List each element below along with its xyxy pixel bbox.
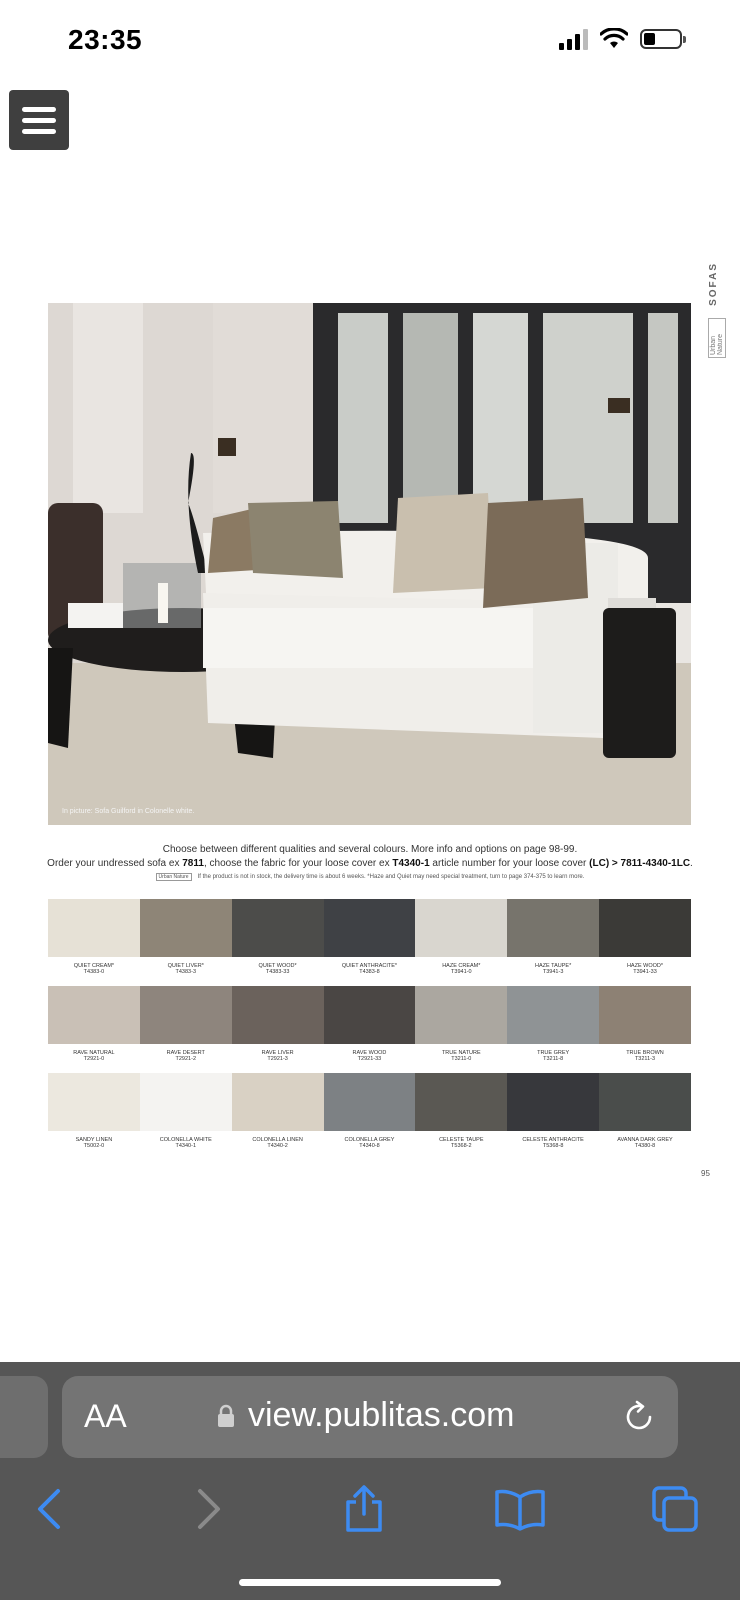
browser-toolbar — [0, 1474, 740, 1544]
swatch-color — [140, 1073, 232, 1131]
delivery-note: If the product is not in stock, the delivery time is about 6 weeks. *Haze and Quiet may need special treatment, turn to page 374-375 to learn more. — [197, 874, 585, 880]
aa-label: AA — [84, 1398, 127, 1434]
swatch-color — [507, 986, 599, 1044]
swatch-name: AVANNA DARK GREY — [617, 1137, 673, 1143]
swatch-name: COLONELLA WHITE — [159, 1137, 212, 1143]
fabric-swatch — [48, 899, 140, 986]
swatch-name: COLONELLA LINEN — [252, 1137, 303, 1143]
swatch-color — [140, 986, 232, 1044]
swatch-color — [232, 1073, 324, 1131]
swatch-name: RAVE NATURAL — [73, 1050, 115, 1056]
swatch-color — [599, 899, 691, 957]
wifi-icon — [600, 28, 628, 50]
swatch-name: QUIET CREAM* — [73, 963, 115, 969]
swatch-color — [324, 986, 416, 1044]
swatch-code: T3941-33 — [633, 969, 657, 975]
swatch-code: T5368-2 — [451, 1143, 472, 1149]
swatch-color — [415, 899, 507, 957]
fabric-swatch — [324, 899, 416, 986]
swatch-color — [415, 1073, 507, 1131]
cover-number: (LC) > 7811-4340-1LC — [589, 858, 691, 869]
swatch-code: T5368-8 — [542, 1143, 564, 1149]
page-number: 95 — [701, 1169, 710, 1178]
swatch-code: T2921-2 — [175, 1056, 197, 1062]
swatch-code: T4340-1 — [175, 1143, 197, 1149]
fabric-swatch — [140, 1073, 232, 1160]
address-bar[interactable] — [62, 1376, 678, 1458]
swatch-name: HAZE WOOD* — [626, 963, 664, 969]
swatch-name: TRUE BROWN — [626, 1050, 664, 1056]
swatch-color — [324, 1073, 416, 1131]
fabric-swatch — [507, 986, 599, 1073]
swatch-color — [415, 986, 507, 1044]
swatch-color — [48, 899, 140, 957]
swatch-code: T4383-3 — [175, 969, 197, 975]
swatch-color — [232, 899, 324, 957]
swatch-name: SANDY LINEN — [75, 1137, 113, 1143]
share-icon[interactable] — [337, 1482, 391, 1536]
reload-icon[interactable] — [620, 1398, 658, 1436]
swatch-row — [48, 986, 691, 1073]
sofa-photo — [48, 303, 691, 825]
swatch-color — [140, 899, 232, 957]
fabric-swatch — [507, 1073, 599, 1160]
swatch-color — [324, 899, 416, 957]
hamburger-icon[interactable] — [9, 90, 69, 150]
fabric-swatch — [324, 1073, 416, 1160]
swatch-name: HAZE TAUPE* — [535, 963, 572, 969]
swatch-color — [507, 1073, 599, 1131]
fabric-swatch — [599, 986, 691, 1073]
swatch-code: T4383-0 — [83, 969, 105, 975]
home-indicator — [239, 1579, 501, 1586]
swatch-name: QUIET ANTHRACITE* — [341, 963, 398, 969]
fabric-number: T4340-1 — [392, 858, 430, 869]
brand-mini-logo: Urban Nature — [156, 873, 192, 881]
fabric-swatch — [140, 899, 232, 986]
swatch-color — [599, 1073, 691, 1131]
swatch-code: T3941-3 — [542, 969, 564, 975]
battery-icon — [640, 29, 682, 49]
fabric-swatch — [415, 1073, 507, 1160]
fabric-swatch — [507, 899, 599, 986]
swatch-name: HAZE CREAM* — [442, 963, 481, 969]
swatch-name: TRUE GREY — [537, 1050, 570, 1056]
swatch-code: T2921-0 — [83, 1056, 105, 1062]
fabric-swatch — [599, 899, 691, 986]
swatch-row — [48, 899, 691, 986]
swatch-color — [507, 899, 599, 957]
fabric-swatch — [415, 899, 507, 986]
swatch-code: T4383-8 — [359, 969, 380, 975]
description-line-1: Choose between different qualities and several colours. More info and options on page 98-99. — [162, 844, 578, 855]
forward-arrow-icon[interactable] — [182, 1482, 236, 1536]
swatch-code: T2921-3 — [267, 1056, 288, 1062]
swatch-name: CELESTE ANTHRACITE — [522, 1137, 584, 1143]
fabric-swatch — [415, 986, 507, 1073]
swatch-row — [48, 1073, 691, 1160]
fabric-swatch — [232, 899, 324, 986]
swatch-code: T2921-33 — [357, 1056, 382, 1062]
swatch-name: QUIET WOOD* — [258, 963, 297, 969]
swatch-code: T3211-8 — [543, 1056, 564, 1062]
fabric-swatch — [232, 1073, 324, 1160]
swatch-name: QUIET LIVER* — [167, 963, 204, 969]
swatch-code: T3211-3 — [634, 1056, 656, 1062]
swatch-code: T3211-0 — [451, 1056, 472, 1062]
swatch-color — [232, 986, 324, 1044]
description-line-2 — [30, 858, 710, 869]
swatch-name: RAVE WOOD — [352, 1050, 387, 1056]
swatch-code: T4340-8 — [359, 1143, 380, 1149]
lock-icon — [217, 1404, 235, 1428]
fabric-swatch — [232, 986, 324, 1073]
browser-bottom-bar — [0, 1362, 740, 1600]
swatch-name: CELESTE TAUPE — [439, 1137, 484, 1143]
fabric-swatch — [48, 986, 140, 1073]
signal-icon — [559, 28, 588, 50]
swatch-code: T4340-2 — [267, 1143, 288, 1149]
url-text[interactable]: view.publitas.com — [248, 1396, 515, 1434]
side-label — [708, 262, 728, 358]
fabric-swatch — [48, 1073, 140, 1160]
tabs-icon[interactable] — [648, 1482, 702, 1536]
swatch-code: T3941-0 — [451, 969, 472, 975]
swatch-name: RAVE LIVER — [261, 1050, 294, 1056]
swatch-code: T4380-8 — [634, 1143, 656, 1149]
back-arrow-icon[interactable] — [22, 1482, 76, 1536]
order-text: Order your undressed sofa ex — [47, 858, 183, 869]
swatch-color — [48, 986, 140, 1044]
order-text-2: , choose the fabric for your loose cover ex — [203, 858, 393, 869]
section-label: SOFAS — [708, 262, 719, 306]
swatch-color — [48, 1073, 140, 1131]
status-time: 23:35 — [68, 24, 143, 55]
reader-settings-button[interactable] — [84, 1398, 127, 1435]
brand-label: Urban Nature — [708, 318, 726, 358]
swatch-grid — [48, 899, 691, 1160]
swatch-name: TRUE NATURE — [441, 1050, 481, 1056]
description-line-3 — [30, 873, 710, 881]
photo-caption: In picture: Sofa Guilford in Colonelle white. — [62, 808, 195, 815]
swatch-name: RAVE DESERT — [166, 1050, 205, 1056]
status-icons — [559, 28, 682, 50]
swatch-code: T5002-0 — [83, 1143, 105, 1149]
order-text-3: article number for your loose cover — [429, 858, 590, 869]
swatch-code: T4383-33 — [265, 969, 290, 975]
previous-tab-stub[interactable] — [0, 1376, 48, 1458]
swatch-name: COLONELLA GREY — [344, 1137, 395, 1143]
fabric-swatch — [599, 1073, 691, 1160]
swatch-color — [599, 986, 691, 1044]
fabric-swatch — [324, 986, 416, 1073]
book-icon[interactable] — [493, 1482, 547, 1536]
sofa-number: 7811 — [182, 858, 204, 869]
fabric-swatch — [140, 986, 232, 1073]
order-text-4: . — [690, 858, 693, 869]
